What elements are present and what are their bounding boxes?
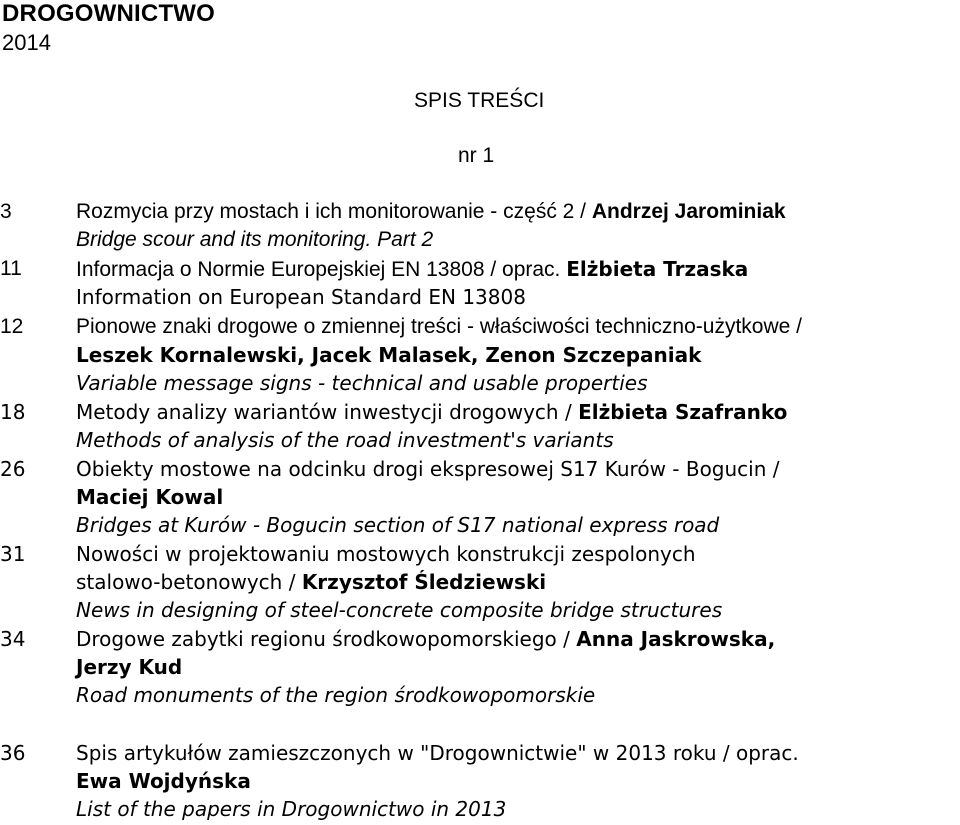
entry-body — [76, 739, 960, 823]
entry-title: Drogowe zabytki regionu środkowopomorskiego / — [76, 627, 577, 651]
entry-title: Pionowe znaki drogowe o zmiennej treści - właściwości techniczno-użytkowe / — [76, 315, 802, 338]
entry-author: Maciej Kowal — [76, 485, 224, 509]
entry-translation: News in designing of steel-concrete composite bridge structures — [76, 598, 723, 622]
entry-title: Metody analizy wariantów inwestycji drogowych / — [76, 400, 579, 424]
entry-title: Obiekty mostowe na odcinku drogi ekspresowej S17 Kurów - Bogucin / — [76, 457, 780, 481]
toc-heading: SPIS TREŚCI — [414, 89, 545, 112]
entry-author-cont: Jerzy Kud — [76, 655, 183, 679]
entry-author: Anna Jaskrowska, — [576, 627, 776, 651]
entry-translation: Information on European Standard EN 13808 — [76, 285, 526, 309]
entry-translation: Methods of analysis of the road investment's variants — [76, 428, 614, 452]
entry-page-number: 26 — [0, 457, 26, 481]
entry-body — [76, 198, 960, 254]
entry-author: Leszek Kornalewski, Jacek Malasek, Zenon Szczepaniak — [76, 343, 702, 367]
entry-body — [76, 455, 960, 539]
entry-title-line — [76, 198, 960, 226]
entry-author: Krzysztof Śledziewski — [301, 570, 547, 594]
entry-translation: Road monuments of the region środkowopomorskie — [76, 683, 596, 707]
entry-body — [76, 625, 960, 709]
entry-translation: Variable message signs - technical and usable properties — [76, 371, 648, 395]
entry-author: Andrzej Jarominiak — [591, 200, 786, 223]
issue-number: nr 1 — [458, 144, 495, 167]
entry-page-number: 18 — [0, 400, 26, 424]
entry-translation: Bridge scour and its monitoring. Part 2 — [76, 228, 434, 251]
entry-body — [76, 540, 960, 624]
entry-body — [76, 398, 960, 454]
entry-title: Rozmycia przy mostach i ich monitorowanie - część 2 / — [76, 200, 592, 223]
entry-author: Elżbieta Trzaska — [566, 257, 749, 281]
entry-author: Elżbieta Szafranko — [578, 400, 788, 424]
journal-year: 2014 — [2, 30, 51, 55]
entry-page-number: 31 — [0, 542, 26, 566]
entry-author: Ewa Wojdyńska — [76, 769, 251, 793]
entry-translation: List of the papers in Drogownictwo in 2013 — [76, 797, 507, 821]
entry-page-number: 12 — [0, 315, 24, 338]
entry-title: Informacja o Normie Europejskiej EN 13808 / oprac. — [76, 258, 567, 281]
entry-title-line — [76, 255, 960, 283]
entry-body — [76, 313, 960, 397]
entry-page-number: 36 — [0, 741, 26, 765]
journal-title: DROGOWNICTWO — [2, 0, 216, 27]
entry-page-number: 11 — [0, 257, 22, 280]
entry-title: Nowości w projektowaniu mostowych konstrukcji zespolonych — [76, 542, 696, 566]
entry-translation: Bridges at Kurów - Bogucin section of S17 national express road — [76, 513, 720, 537]
entry-page-number: 34 — [0, 627, 26, 651]
entry-title-line — [76, 568, 960, 596]
entry-title-cont: stalowo-betonowych / — [76, 570, 302, 594]
entry-title: Spis artykułów zamieszczonych w "Drogownictwie" w 2013 roku / oprac. — [76, 741, 799, 765]
entry-title-line — [76, 398, 960, 426]
entry-body — [76, 255, 960, 311]
entry-title-line — [76, 625, 960, 653]
entry-page-number: 3 — [0, 200, 12, 223]
